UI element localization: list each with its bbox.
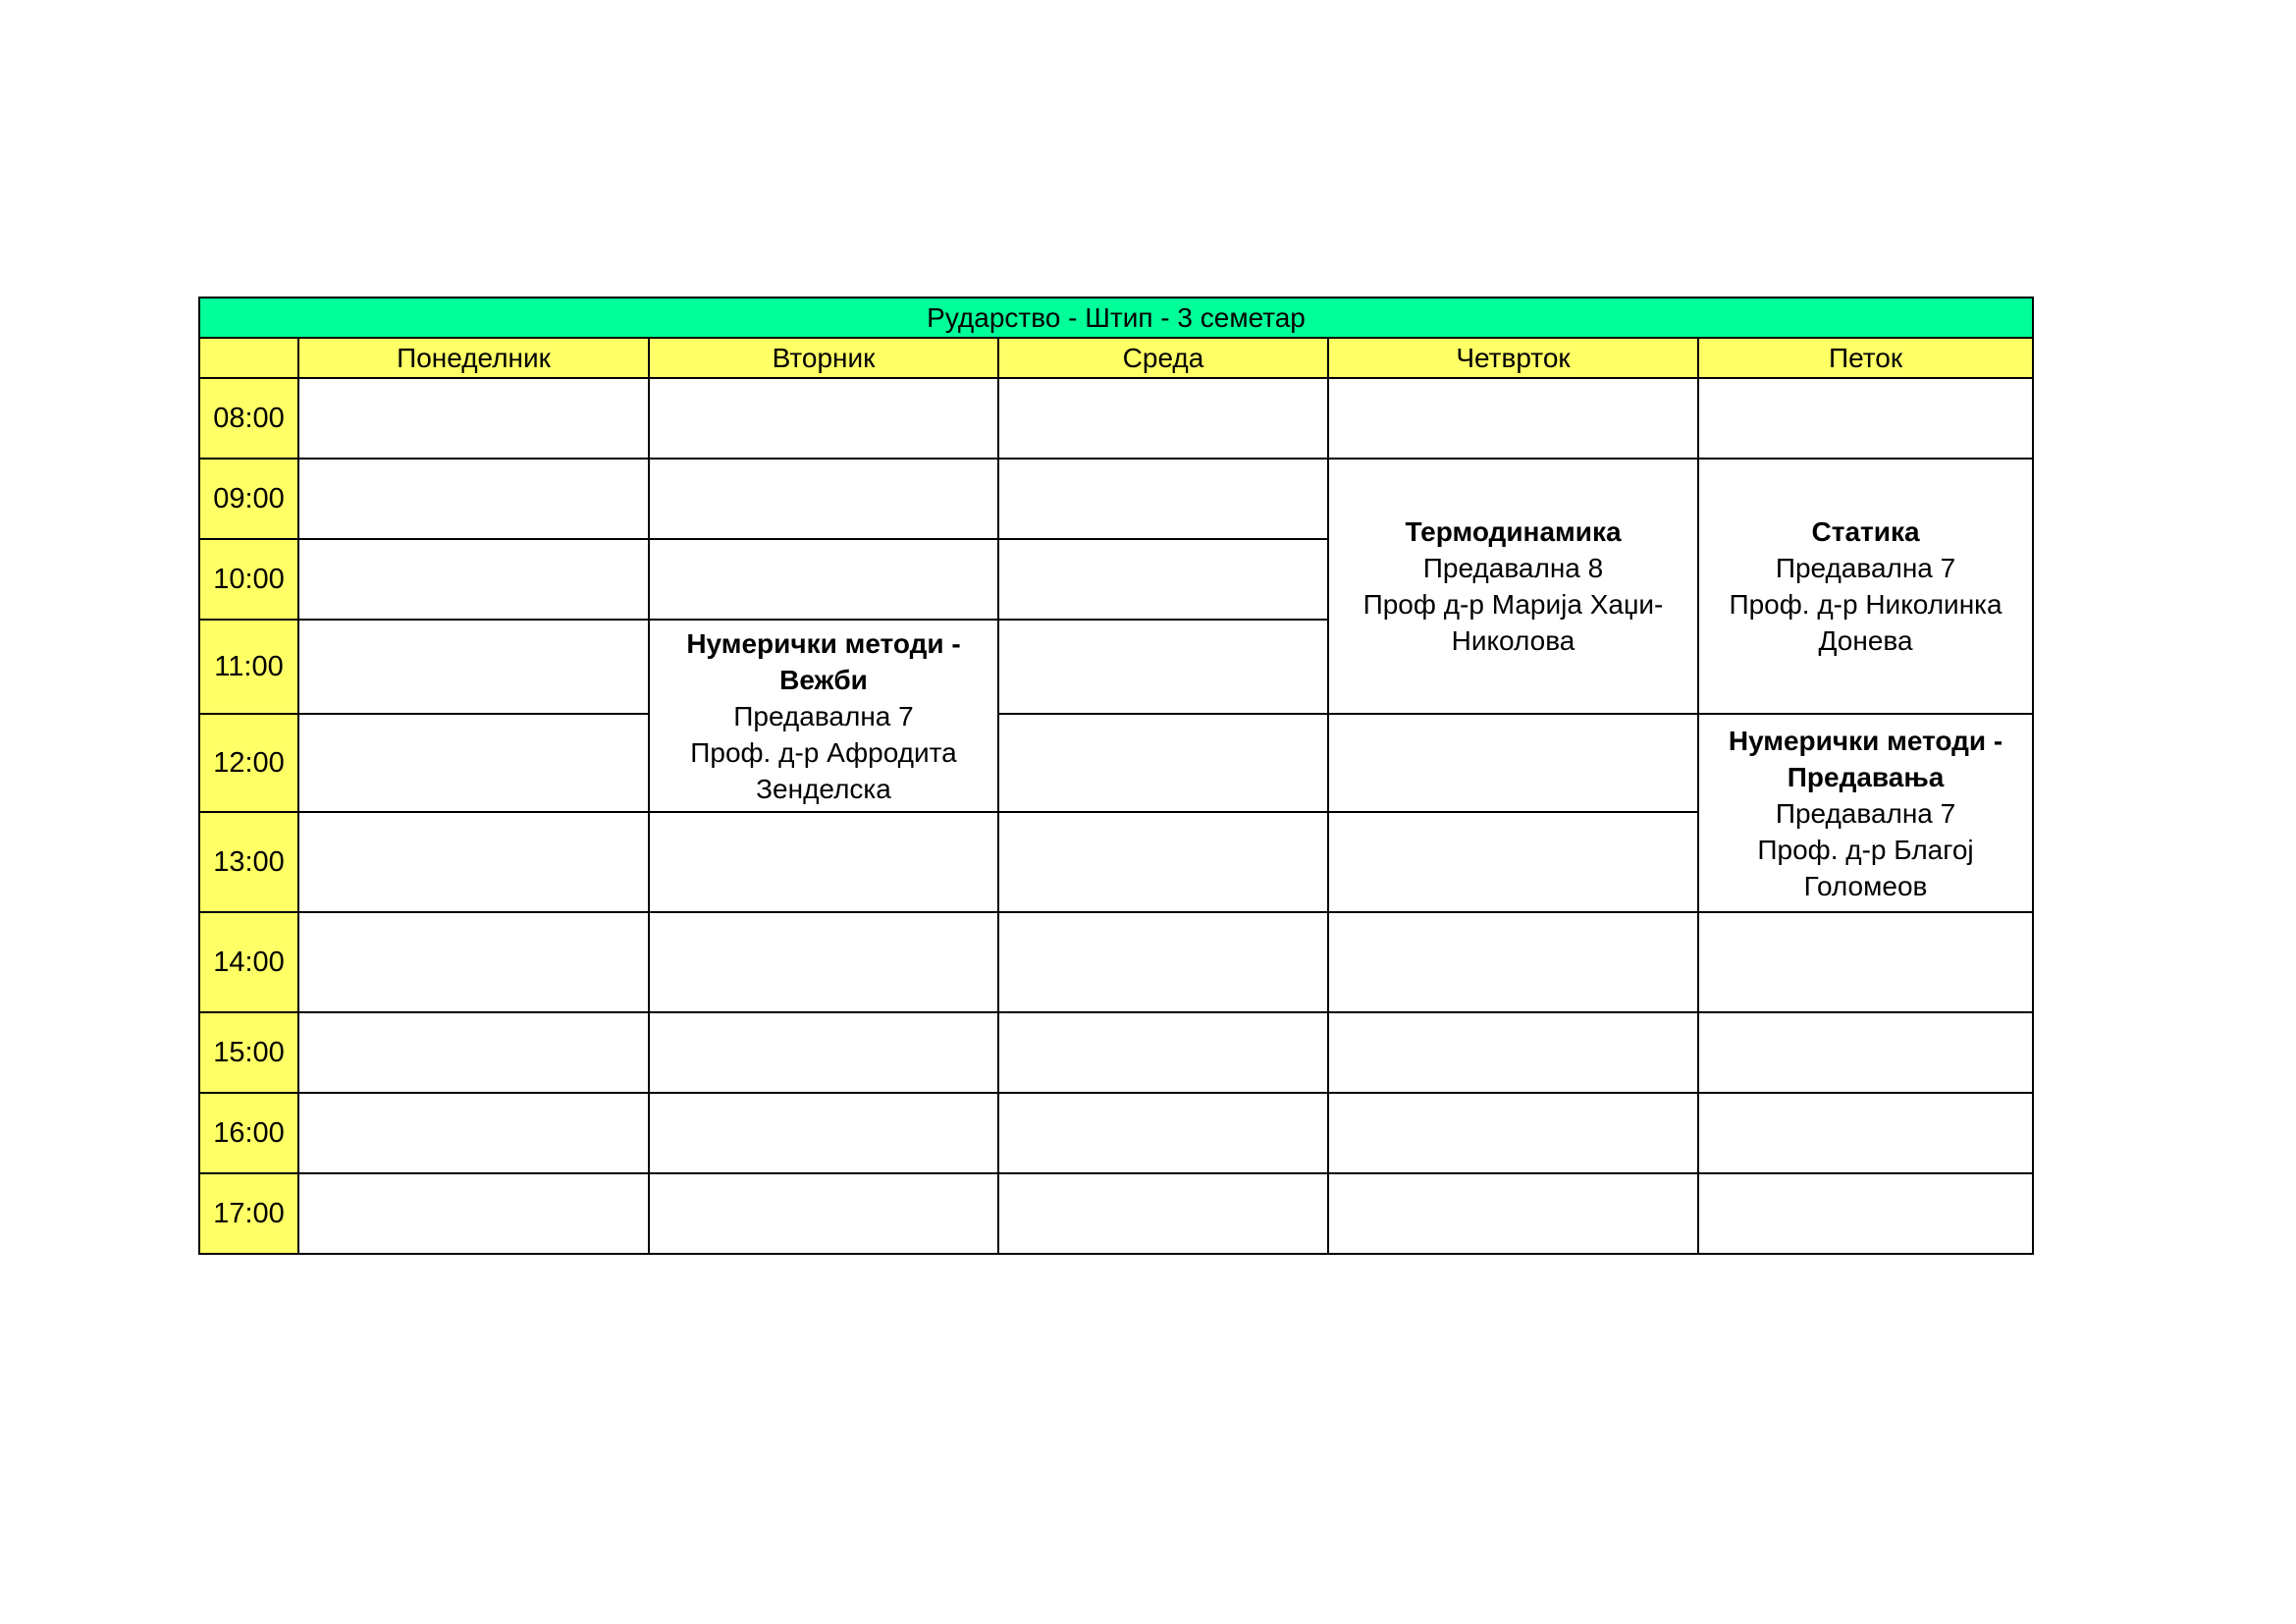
- lesson-teacher: Проф. д-р Благој Голомеов: [1757, 834, 1974, 901]
- time-label: 15:00: [199, 1012, 298, 1093]
- lesson-subject: Нумерички методи - Предавања: [1728, 725, 2003, 792]
- lesson-teacher: Проф д-р Марија Хаџи-Николова: [1362, 589, 1664, 656]
- lesson-room: Предавална 8: [1422, 553, 1604, 583]
- empty-cell: [998, 620, 1328, 714]
- empty-cell: [1328, 912, 1698, 1012]
- time-label: 10:00: [199, 539, 298, 620]
- empty-cell: [1698, 1173, 2033, 1254]
- empty-cell: [998, 459, 1328, 539]
- empty-cell: [1328, 1093, 1698, 1173]
- time-label: 17:00: [199, 1173, 298, 1254]
- title-row: [199, 298, 2033, 338]
- lesson-room: Предавална 7: [1775, 797, 1956, 829]
- time-row: [199, 378, 2033, 459]
- day-header-monday: Понеделник: [298, 338, 649, 378]
- lesson-cell-numerical-lectures: [1698, 714, 2033, 912]
- empty-cell: [649, 378, 998, 459]
- time-row: [199, 714, 2033, 812]
- time-label: 11:00: [199, 620, 298, 714]
- corner-cell: [199, 338, 298, 378]
- empty-cell: [649, 459, 998, 539]
- time-row: [199, 1173, 2033, 1254]
- empty-cell: [1328, 714, 1698, 812]
- lesson-teacher: Проф. д-р Афродита Зенделска: [690, 736, 957, 804]
- lesson-cell-statics: [1698, 459, 2033, 714]
- day-header-friday: Петок: [1698, 338, 2033, 378]
- day-header-wednesday: Среда: [998, 338, 1328, 378]
- empty-cell: [998, 912, 1328, 1012]
- lesson-subject: Термодинамика: [1405, 516, 1622, 547]
- empty-cell: [298, 378, 649, 459]
- empty-cell: [1328, 812, 1698, 912]
- empty-cell: [298, 1012, 649, 1093]
- empty-cell: [298, 1173, 649, 1254]
- empty-cell: [649, 539, 998, 620]
- time-row: [199, 1093, 2033, 1173]
- empty-cell: [298, 1093, 649, 1173]
- empty-cell: [298, 539, 649, 620]
- lesson-cell-thermodynamics: [1328, 459, 1698, 714]
- empty-cell: [998, 539, 1328, 620]
- empty-cell: [649, 1173, 998, 1254]
- time-label: 08:00: [199, 378, 298, 459]
- schedule-title: Рударство - Штип - 3 семетар: [199, 298, 2033, 338]
- empty-cell: [649, 1012, 998, 1093]
- empty-cell: [1698, 378, 2033, 459]
- day-header-thursday: Четврток: [1328, 338, 1698, 378]
- day-header-row: [199, 338, 2033, 378]
- empty-cell: [1698, 1093, 2033, 1173]
- time-label: 12:00: [199, 714, 298, 812]
- time-label: 14:00: [199, 912, 298, 1012]
- empty-cell: [1328, 1173, 1698, 1254]
- time-label: 13:00: [199, 812, 298, 912]
- empty-cell: [298, 620, 649, 714]
- empty-cell: [1698, 912, 2033, 1012]
- time-row: [199, 459, 2033, 539]
- empty-cell: [998, 812, 1328, 912]
- empty-cell: [1328, 1012, 1698, 1093]
- empty-cell: [1328, 378, 1698, 459]
- time-row: [199, 912, 2033, 1012]
- empty-cell: [649, 1093, 998, 1173]
- lesson-cell-numerical-exercises: [649, 620, 998, 812]
- empty-cell: [998, 378, 1328, 459]
- empty-cell: [649, 812, 998, 912]
- lesson-subject: Статика: [1811, 516, 1920, 547]
- empty-cell: [1698, 1012, 2033, 1093]
- lesson-teacher: Проф. д-р Николинка Донева: [1729, 589, 2002, 656]
- lesson-subject: Нумерички методи - Вежби: [686, 627, 961, 695]
- time-label: 16:00: [199, 1093, 298, 1173]
- empty-cell: [298, 459, 649, 539]
- empty-cell: [649, 912, 998, 1012]
- empty-cell: [298, 912, 649, 1012]
- empty-cell: [298, 714, 649, 812]
- schedule-table: [198, 297, 2034, 1255]
- empty-cell: [298, 812, 649, 912]
- empty-cell: [998, 714, 1328, 812]
- empty-cell: [998, 1093, 1328, 1173]
- lesson-room: Предавална 7: [1775, 553, 1956, 583]
- empty-cell: [998, 1012, 1328, 1093]
- day-header-tuesday: Вторник: [649, 338, 998, 378]
- empty-cell: [998, 1173, 1328, 1254]
- time-row: [199, 1012, 2033, 1093]
- time-label: 09:00: [199, 459, 298, 539]
- lesson-room: Предавална 7: [733, 700, 914, 731]
